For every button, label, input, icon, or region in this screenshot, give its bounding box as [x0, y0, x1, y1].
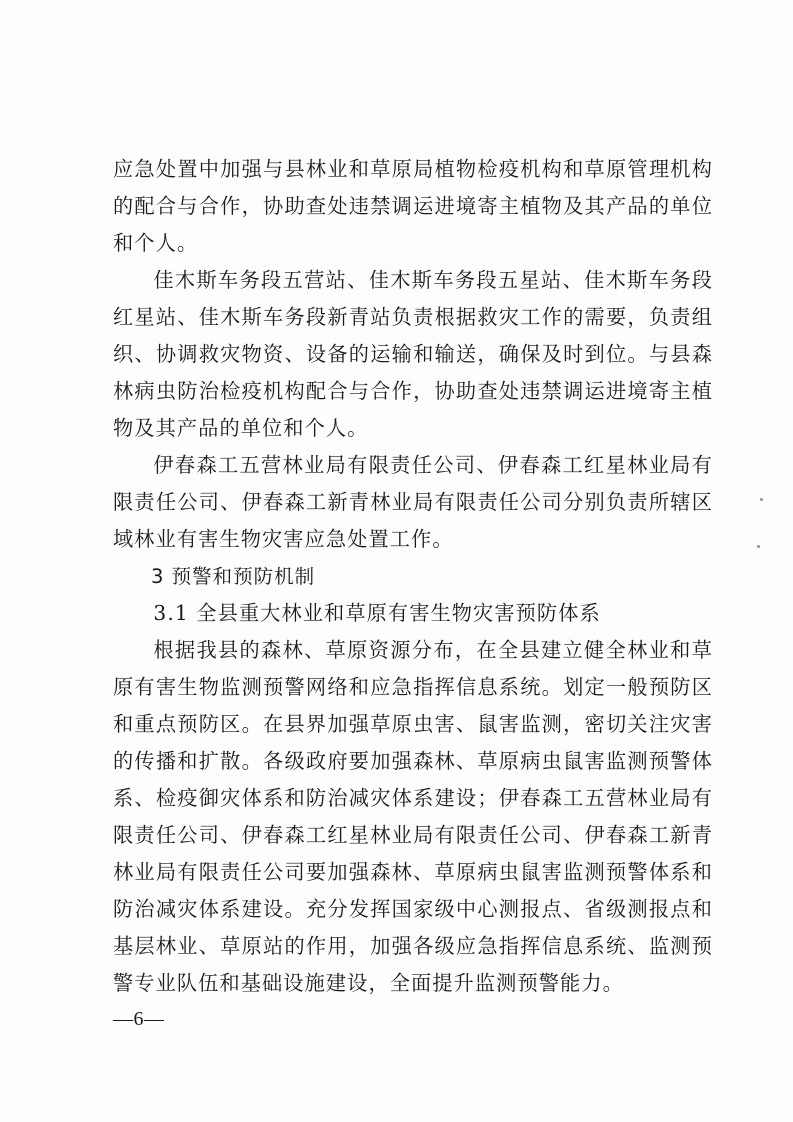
scan-speck	[757, 545, 760, 548]
subsection-heading: 3.1 全县重大林业和草原有害生物灾害预防体系	[153, 601, 601, 625]
body-text	[113, 151, 713, 1002]
paragraph-prevention-system: 根据我县的森林、草原资源分布，在全县建立健全林业和草原有害生物监测预警网络和应急指挥信息系统。划定一般预防区和重点预防区。在县界加强草原虫害、鼠害监测，密切关注灾害的传播和扩散。各级政府要加强森林、草原病虫鼠害监测预警体系、检疫御灾体系和防治减灾体系建设；伊春森工五营林业局有限责任公司、伊春森工红星林业局有限责任公司、伊春森工新青林业局有限责任公司要加强森林、草原病虫鼠害监测预警体系和防治减灾体系建设。充分发挥国家级中心测报点、省级测报点和基层林业、草原站的作用，加强各级应急指挥信息系统、监测预警专业队伍和基础设施建设，全面提升监测预警能力。	[113, 638, 713, 995]
paragraph-continuation: 应急处置中加强与县林业和草原局植物检疫机构和草原管理机构的配合与合作，协助查处违禁调运进境寄主植物及其产品的单位和个人。	[113, 157, 713, 255]
section-heading: 3 预警和预防机制	[151, 565, 316, 588]
page-number: —6—	[113, 1008, 165, 1030]
paragraph-forestry-companies: 伊春森工五营林业局有限责任公司、伊春森工红星林业局有限责任公司、伊春森工新青林业局有限责任公司分别负责所辖区域林业有害生物灾害应急处置工作。	[113, 453, 713, 551]
paragraph-railway-stations: 佳木斯车务段五营站、佳木斯车务段五星站、佳木斯车务段红星站、佳木斯车务段新青站负责根据救灾工作的需要，负责组织、协调救灾物资、设备的运输和输送，确保及时到位。与县森林病虫防治检疫机构配合与合作，协助查处违禁调运进境寄主植物及其产品的单位和个人。	[113, 268, 713, 440]
scan-speck	[760, 498, 763, 501]
